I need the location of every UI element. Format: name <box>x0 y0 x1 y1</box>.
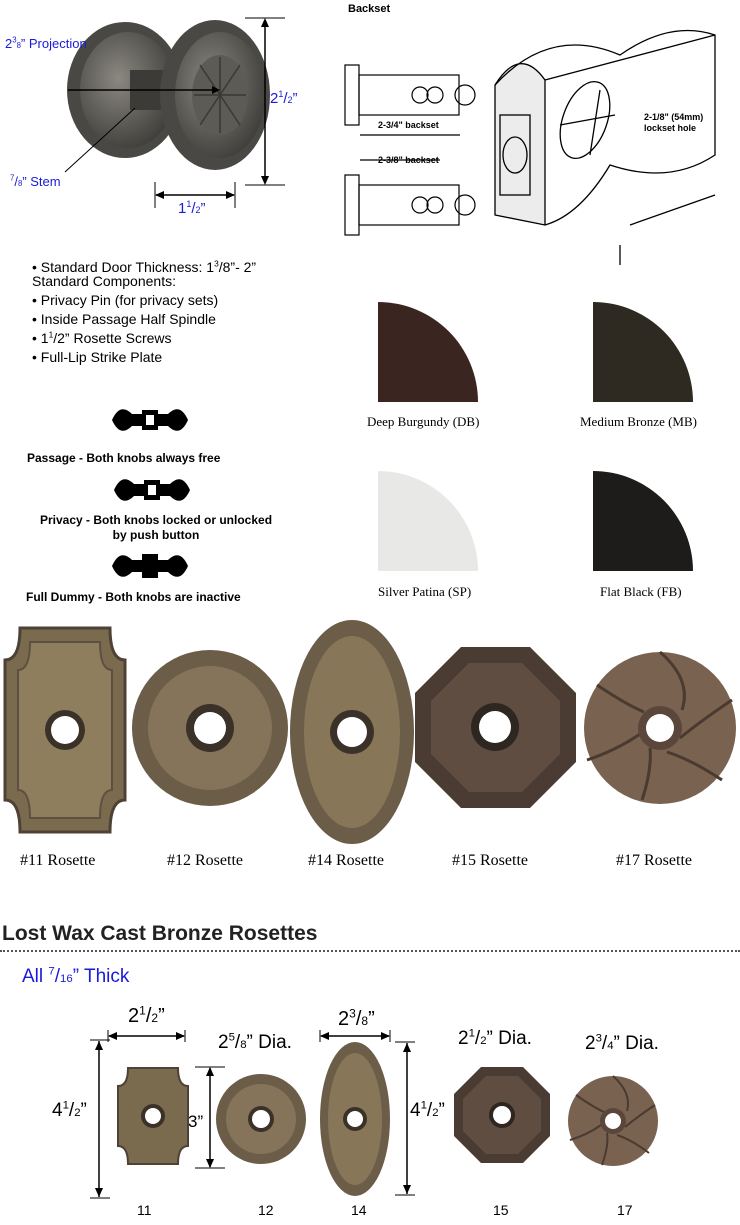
projection-label: $2^38$” Projection <box>5 35 87 51</box>
width-label: $1^1/2$” <box>178 199 206 217</box>
rosette-11-small <box>118 1066 198 1166</box>
rosette-12-small <box>216 1074 316 1174</box>
rosette-label-12: #12 Rosette <box>167 852 243 869</box>
finish-label-sp: Silver Patina (SP) <box>378 584 472 599</box>
finish-swatch-fb <box>593 471 693 571</box>
rosette-15-photo <box>413 645 583 815</box>
rosette-14-small <box>320 1042 400 1202</box>
privacy-knob-icon <box>112 472 192 512</box>
finish-swatch-sp <box>378 471 478 571</box>
privacy-label: Privacy - Both knobs locked or unlocked by push button <box>39 513 273 542</box>
backset-label-2: 2-3/8" backset <box>378 155 439 165</box>
thickness-label: All $^7$/16” Thick <box>22 965 130 987</box>
dummy-knob-icon <box>110 548 190 588</box>
rosette-11-photo <box>0 620 130 840</box>
r11-height-label: $4^1/2$” <box>52 1099 87 1121</box>
components-title: Standard Components: <box>32 273 176 289</box>
size-number-14: 14 <box>351 1202 367 1218</box>
spec-item: • $1^1/2$” Rosette Screws <box>32 329 172 346</box>
specifications-list <box>32 258 256 367</box>
backset-label-1: 2-3/4" backset <box>378 120 439 130</box>
stem-label: $^7$/8” Stem <box>10 173 61 189</box>
rosette-17-photo <box>582 650 740 810</box>
section-title: Lost Wax Cast Bronze Rosettes <box>2 922 318 945</box>
rosette-label-17: #17 Rosette <box>616 852 692 869</box>
lockset-hole-label: 2-1/8" (54mm) lockset hole <box>644 112 704 133</box>
rosette-label-14: #14 Rosette <box>308 852 384 869</box>
size-number-15: 15 <box>493 1202 509 1218</box>
dummy-label: Full Dummy - Both knobs are inactive <box>26 590 241 604</box>
passage-knob-icon <box>110 402 190 442</box>
size-number-11: 11 <box>137 1202 152 1218</box>
r17-dia-label: $2^3/4$” Dia. <box>585 1032 659 1054</box>
r11-width-label: $2^1/2$” <box>128 1003 165 1027</box>
rosette-17-small <box>567 1075 667 1175</box>
rosette-12-photo <box>130 648 290 808</box>
rosette-15-small <box>453 1066 553 1166</box>
rosette-14-photo <box>290 620 420 850</box>
r15-dia-label: $2^1/2$” Dia. <box>458 1027 532 1049</box>
section-divider <box>0 950 740 952</box>
r14-height-label: $4^1/2$” <box>410 1099 445 1121</box>
rosette-label-15: #15 Rosette <box>452 852 528 869</box>
r12-dia-label: $2^5/8$” Dia. <box>218 1031 292 1053</box>
finish-label-mb: Medium Bronze (MB) <box>580 414 697 429</box>
size-number-12: 12 <box>258 1202 274 1218</box>
size-number-17: 17 <box>617 1202 633 1218</box>
finish-label-db: Deep Burgundy (DB) <box>367 414 480 429</box>
spec-item: • Inside Passage Half Spindle <box>32 311 216 327</box>
door-thickness: • Standard Door Thickness: $1^3/8”-$ 2” <box>32 258 257 275</box>
r14-width-label: $2^3/8$” <box>338 1006 375 1030</box>
door-drawing <box>490 15 730 275</box>
backset-title: Backset <box>348 3 391 15</box>
finish-swatch-mb <box>593 302 693 402</box>
passage-label: Passage - Both knobs always free <box>27 451 221 465</box>
height-label: $2^1/2$” <box>270 89 298 107</box>
spec-item: • Privacy Pin (for privacy sets) <box>32 292 219 308</box>
r11-inner-label: 3” <box>188 1112 204 1131</box>
finish-label-fb: Flat Black (FB) <box>600 584 682 599</box>
finish-swatch-db <box>378 302 478 402</box>
stem-leader-line <box>55 100 155 180</box>
spec-item: • Full-Lip Strike Plate <box>32 349 163 365</box>
rosette-label-11: #11 Rosette <box>20 852 96 869</box>
